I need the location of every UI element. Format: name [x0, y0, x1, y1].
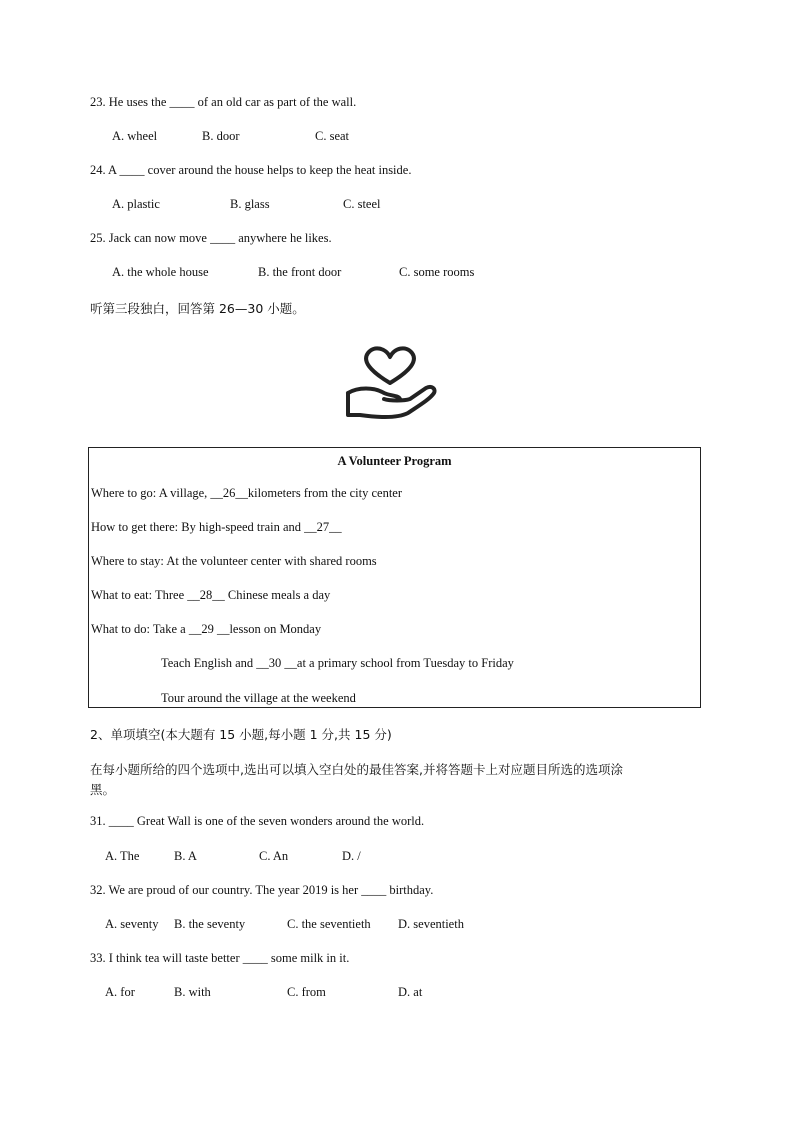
q33-option-b: B. with: [174, 985, 211, 999]
row-where-to-stay: Where to stay: At the volunteer center with shared rooms: [91, 554, 377, 568]
q31-option-c: C. An: [259, 849, 289, 863]
question-23-stem: 23. He uses the ____ of an old car as part of the wall.: [90, 95, 357, 109]
q23-option-c: C. seat: [315, 129, 350, 143]
q33-option-d: D. at: [398, 985, 423, 999]
question-33-stem: 33. I think tea will taste better ____ some milk in it.: [90, 951, 350, 965]
q32-option-d: D. seventieth: [398, 917, 464, 931]
q31-option-d: D. /: [342, 849, 361, 863]
question-25-stem: 25. Jack can now move ____ anywhere he likes.: [90, 231, 332, 245]
q31-option-a: A. The: [105, 849, 140, 863]
row-what-to-eat: What to eat: Three __28__ Chinese meals a day: [91, 588, 331, 602]
q24-option-b: B. glass: [230, 197, 270, 211]
row-how-to-get-there: How to get there: By high-speed train and __27__: [91, 520, 342, 534]
q32-option-a: A. seventy: [105, 917, 159, 931]
question-24-stem: 24. A ____ cover around the house helps to keep the heat inside.: [90, 163, 412, 177]
q32-option-b: B. the seventy: [174, 917, 246, 931]
row-where-to-go: Where to go: A village, __26__kilometers from the city center: [91, 486, 403, 500]
q33-option-a: A. for: [105, 985, 135, 999]
question-32-stem: 32. We are proud of our country. The year 2019 is her ____ birthday.: [90, 883, 434, 897]
q24-option-c: C. steel: [343, 197, 381, 211]
volunteer-program-title: A Volunteer Program: [337, 454, 452, 468]
row-teach-english: Teach English and __30 __at a primary school from Tuesday to Friday: [161, 656, 514, 670]
listening-instruction: 听第三段独白，回答第 26—30 小题。: [90, 301, 305, 316]
q32-option-c: C. the seventieth: [287, 917, 371, 931]
q33-option-c: C. from: [287, 985, 326, 999]
section-2-heading: 2、单项填空(本大题有 15 小题,每小题 1 分,共 15 分): [90, 727, 392, 742]
q23-option-b: B. door: [202, 129, 240, 143]
volunteer-program-table: [88, 447, 701, 708]
q25-option-b: B. the front door: [258, 265, 342, 279]
row-what-to-do: What to do: Take a __29 __lesson on Monday: [91, 622, 322, 636]
row-tour-village: Tour around the village at the weekend: [161, 691, 356, 705]
q23-option-a: A. wheel: [112, 129, 158, 143]
question-31-stem: 31. ____ Great Wall is one of the seven wonders around the world.: [90, 814, 425, 828]
section-2-instruction-line2: 黑。: [90, 782, 116, 797]
q24-option-a: A. plastic: [112, 197, 160, 211]
q31-option-b: B. A: [174, 849, 197, 863]
section-2-instruction-line1: 在每小题所给的四个选项中,选出可以填入空白处的最佳答案,并将答题卡上对应题目所选的选项涂: [90, 762, 623, 777]
q25-option-a: A. the whole house: [112, 265, 209, 279]
heart-in-hand-icon: [340, 343, 440, 423]
q25-option-c: C. some rooms: [399, 265, 475, 279]
